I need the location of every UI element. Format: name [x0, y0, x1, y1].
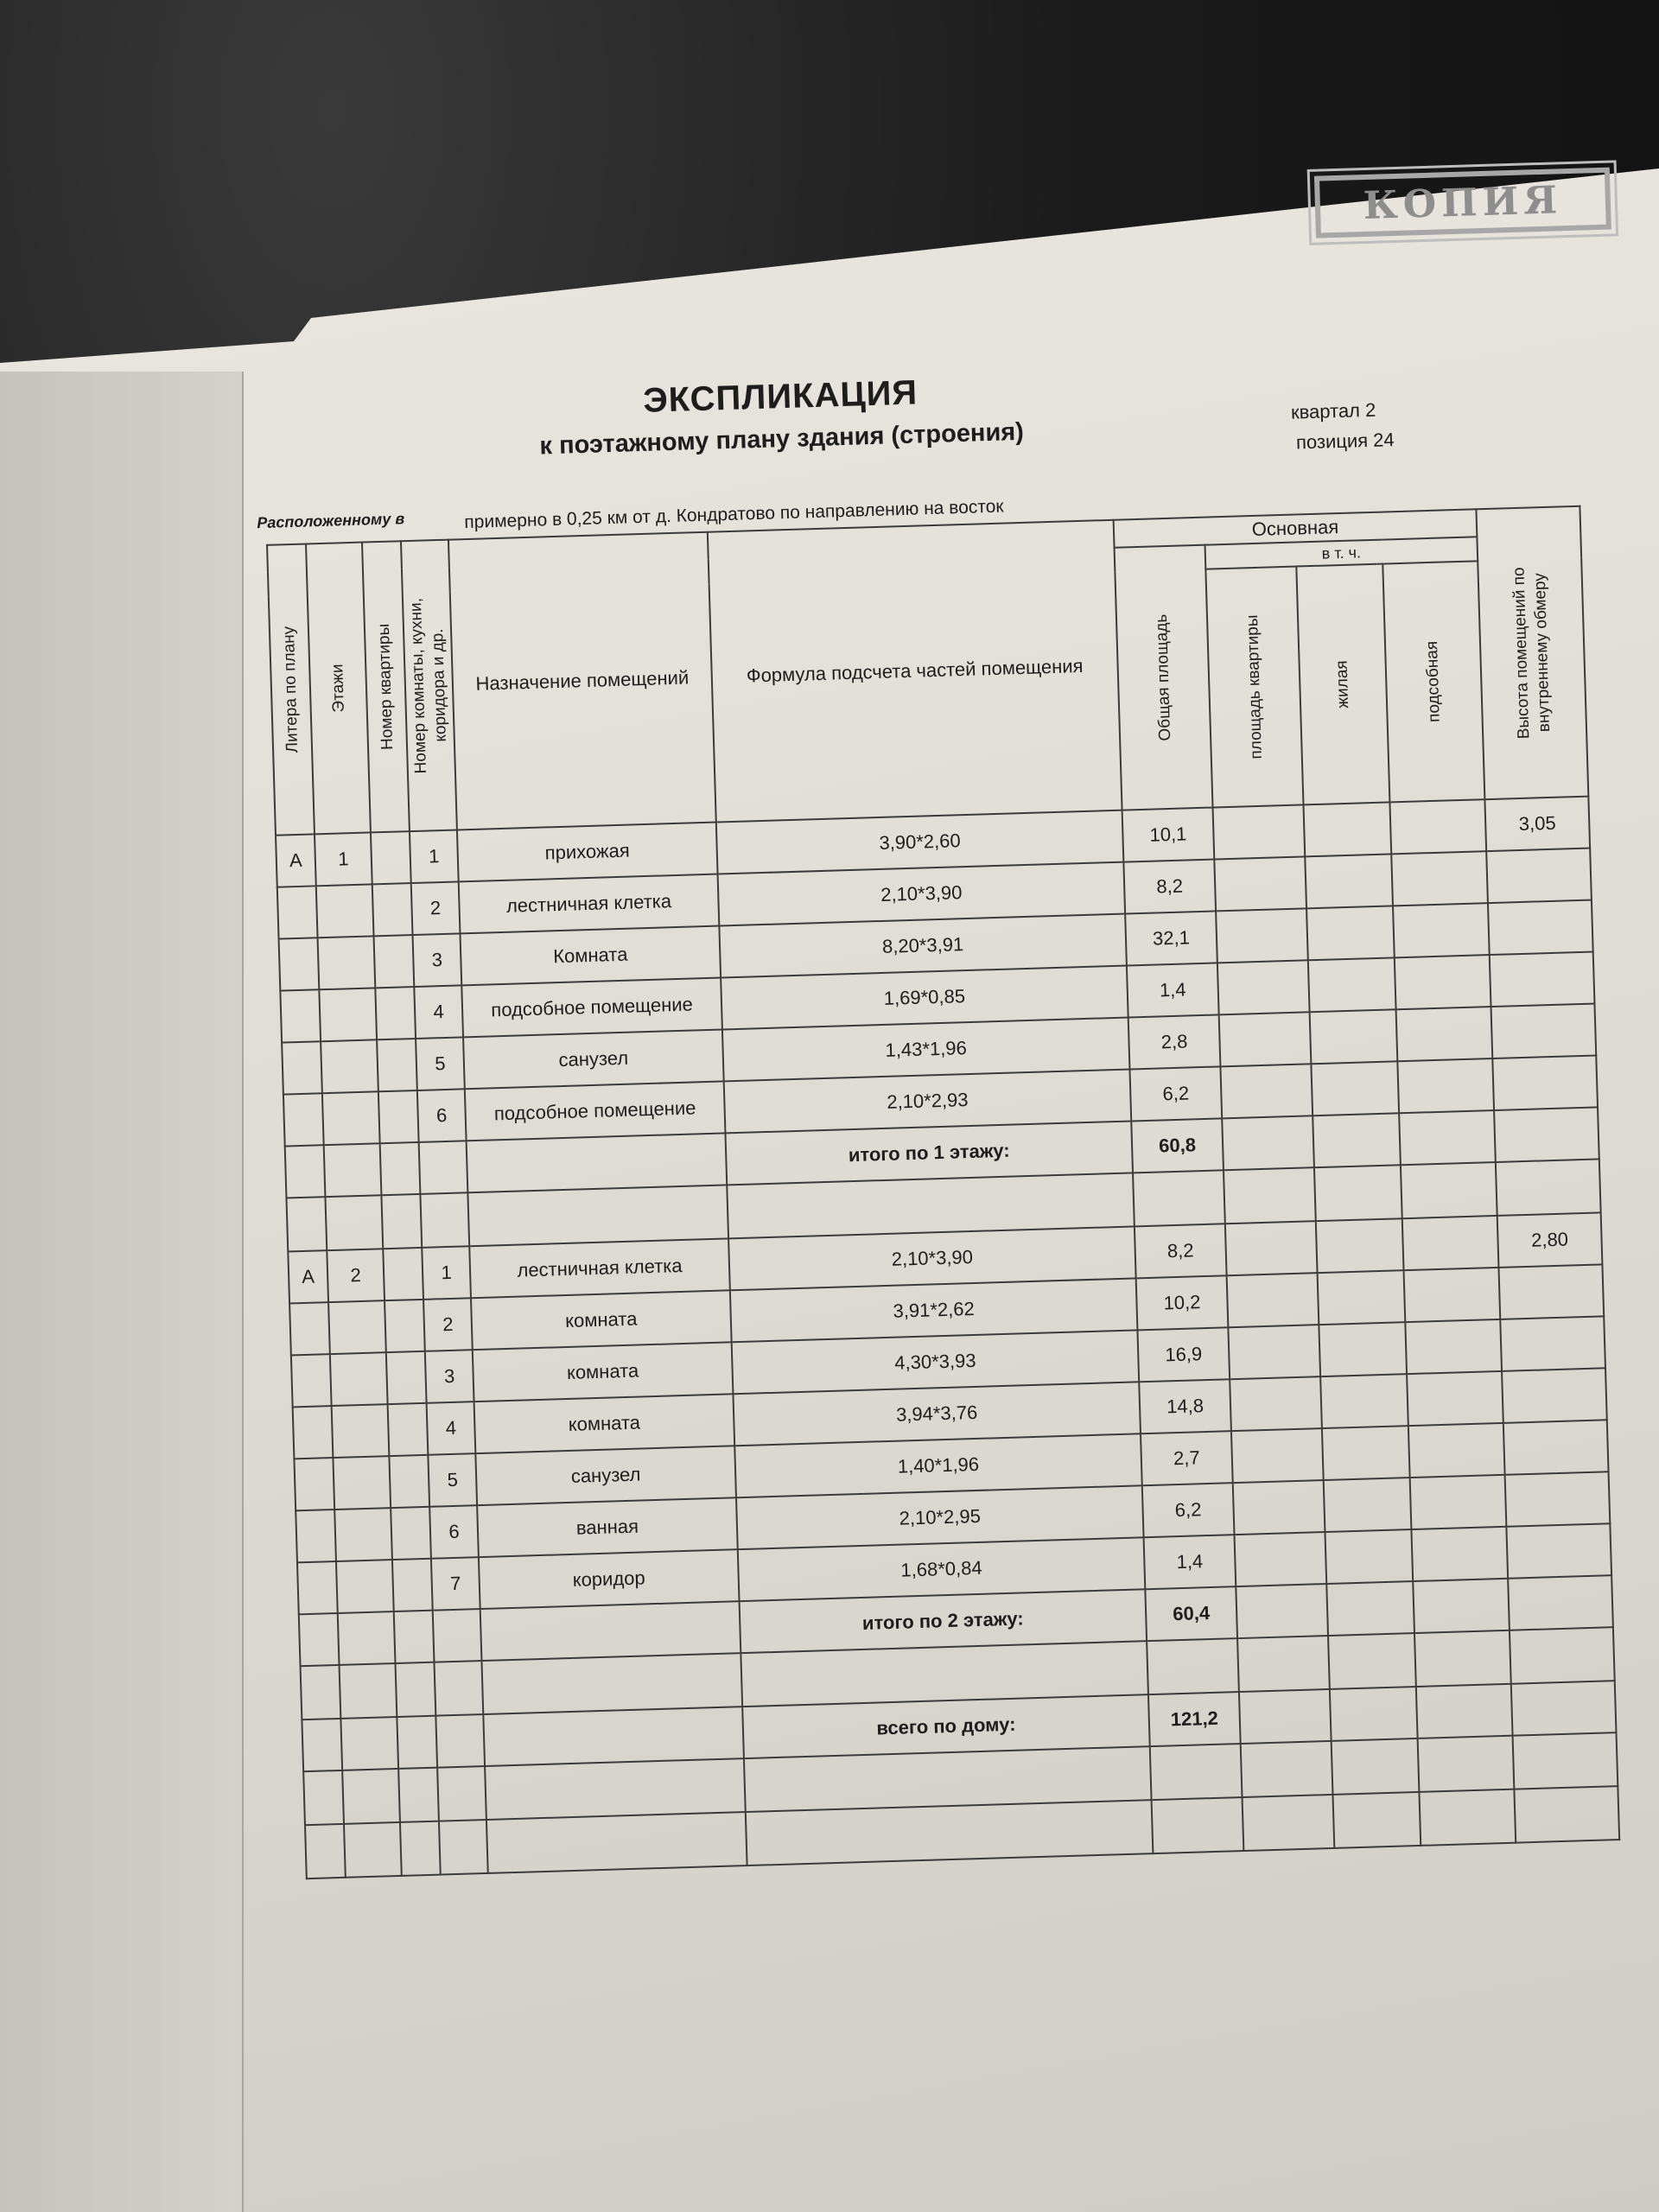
- header-v-t-ch: в т. ч.: [1205, 537, 1478, 569]
- floor2-height: 2,80: [1497, 1212, 1603, 1268]
- table-row: А 2 1 лестничная клетка 2,10*3,90 8,2 2,80: [288, 1212, 1602, 1303]
- floor1-height: 3,05: [1484, 797, 1590, 852]
- header-vysota: Высота помещений по внутреннему обмеру: [1476, 506, 1588, 799]
- table-row: 7 коридор 1,68*0,84 1,4: [297, 1523, 1611, 1614]
- header-podsobnaya: подсобная: [1382, 561, 1484, 802]
- table-row: 4 подсобное помещение 1,69*0,85 1,4: [280, 952, 1594, 1043]
- underlying-sheet: [0, 372, 244, 2212]
- document-subtitle: к поэтажному плану здания (строения): [539, 417, 1025, 461]
- floor2-total-row: итого по 2 этажу: 60,4: [299, 1575, 1613, 1666]
- table-row: 6 ванная 2,10*2,95 6,2: [296, 1471, 1610, 1562]
- explication-sheet: [256, 177, 1659, 1952]
- table-row: 2 лестничная клетка 2,10*3,90 8,2: [277, 849, 1592, 939]
- header-naznachenie: Назначение помещений: [448, 532, 716, 830]
- table-row: 3 комната 4,30*3,93 16,9: [291, 1316, 1605, 1407]
- grand-total-row: всего по дому: 121,2: [302, 1681, 1616, 1771]
- table-row: А 1 1 прихожая 3,90*2,60 10,1 3,05: [276, 797, 1590, 887]
- location-label: Расположенному в: [256, 510, 405, 532]
- copy-stamp: КОПИЯ: [1314, 168, 1611, 238]
- header-obshaya-ploshad: Общая площадь: [1115, 545, 1213, 810]
- header-zhilaya: жилая: [1296, 564, 1389, 805]
- table-row: 3 Комната 8,20*3,91 32,1: [279, 900, 1593, 991]
- kvartal-label: квартал 2: [1290, 398, 1376, 423]
- location-text: примерно в 0,25 км от д. Кондратово по направлению на восток: [464, 496, 1004, 533]
- table-row: 6 подсобное помещение 2,10*2,93 6,2: [283, 1055, 1598, 1146]
- header-litera: Литера по плану: [267, 544, 315, 836]
- document-title: ЭКСПЛИКАЦИЯ: [642, 373, 918, 420]
- table-row: 4 комната 3,94*3,76 14,8: [293, 1368, 1607, 1459]
- floor1-total-row: итого по 1 этажу: 60,8: [285, 1107, 1599, 1198]
- pozicia-label: позиция 24: [1295, 429, 1395, 454]
- table-row: 5 санузел 1,40*1,96 2,7: [294, 1420, 1608, 1510]
- explication-table: [266, 505, 1620, 1879]
- header-formula: Формула подсчета частей помещения: [708, 520, 1122, 823]
- header-etazhi: Этажи: [306, 543, 371, 835]
- header-ploshad-kvartiry: площадь квартиры: [1205, 567, 1303, 808]
- table-row: 2 комната 3,91*2,62 10,2: [289, 1264, 1604, 1355]
- header-osnovnaya: Основная: [1114, 509, 1478, 547]
- table-row: 5 санузел 1,43*1,96 2,8: [282, 1004, 1596, 1095]
- header-nomer-komnaty: Номер комнаты, кухни, коридора и др.: [401, 540, 457, 831]
- header-nomer-kvartiry: Номер квартиры: [362, 541, 410, 832]
